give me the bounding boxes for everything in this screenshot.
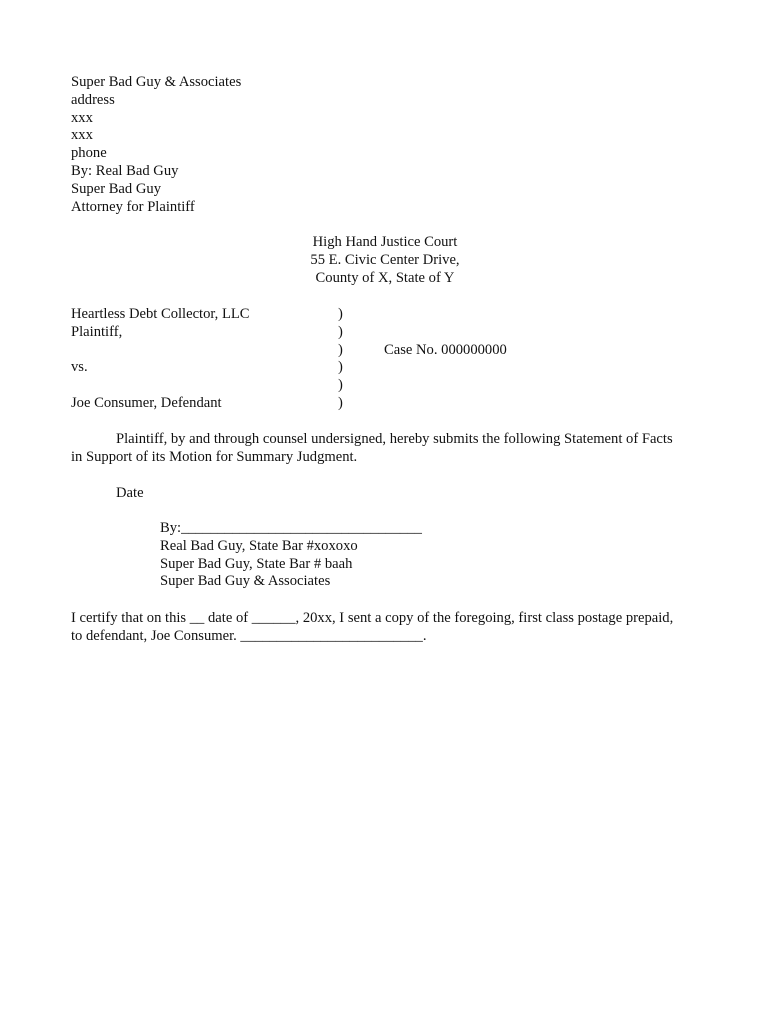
certificate-line: to defendant, Joe Consumer. _________________________. [71, 627, 427, 644]
caption-paren: ) [338, 377, 343, 394]
attorney-name: Super Bad Guy [71, 180, 161, 197]
date-label: Date [116, 485, 144, 501]
certificate-of-service [71, 610, 711, 646]
certificate-line: I certify that on this __ date of ______, 20xx, I sent a copy of the foregoing, first class postage prepaid, [71, 610, 674, 626]
case-number: Case No. 000000000 [384, 342, 507, 358]
court-county-state: County of X, State of Y [315, 269, 455, 286]
caption-parentheses [338, 306, 343, 413]
statement-line: Plaintiff, by and through counsel undersigned, hereby submits the following Statement of Facts [116, 431, 673, 447]
signer-name-2: Super Bad Guy, State Bar # baah [160, 555, 353, 572]
caption-paren: ) [338, 341, 343, 358]
attorney-address: address [71, 91, 115, 108]
plaintiff-name: Heartless Debt Collector, LLC [71, 306, 250, 322]
caption-paren: ) [338, 394, 343, 411]
attorney-role: Attorney for Plaintiff [71, 198, 195, 215]
versus-label: vs. [71, 359, 88, 376]
signer-firm: Super Bad Guy & Associates [160, 573, 331, 590]
caption-paren: ) [338, 323, 343, 340]
attorney-header [71, 74, 241, 216]
court-header [0, 234, 770, 287]
caption-spacer [71, 342, 250, 360]
attorney-phone: phone [71, 145, 107, 162]
case-caption-parties [71, 306, 250, 413]
attorney-by-line: By: Real Bad Guy [71, 162, 179, 179]
caption-spacer [71, 377, 250, 395]
court-name: High Hand Justice Court [312, 234, 458, 250]
signature-block [160, 520, 422, 591]
attorney-firm-name: Super Bad Guy & Associates [71, 74, 242, 90]
attorney-address-line-2: xxx [71, 109, 93, 126]
plaintiff-label: Plaintiff, [71, 323, 123, 340]
statement-line: in Support of its Motion for Summary Judgment. [71, 448, 358, 465]
statement-paragraph [71, 431, 701, 467]
signer-name: Real Bad Guy, State Bar #xoxoxo [160, 537, 358, 554]
attorney-address-line-3: xxx [71, 127, 93, 144]
signature-line: By:_________________________________ [160, 520, 422, 536]
defendant-name: Joe Consumer, Defendant [71, 394, 222, 411]
caption-paren: ) [338, 306, 343, 322]
court-street: 55 E. Civic Center Drive, [310, 251, 460, 268]
caption-paren: ) [338, 359, 343, 376]
